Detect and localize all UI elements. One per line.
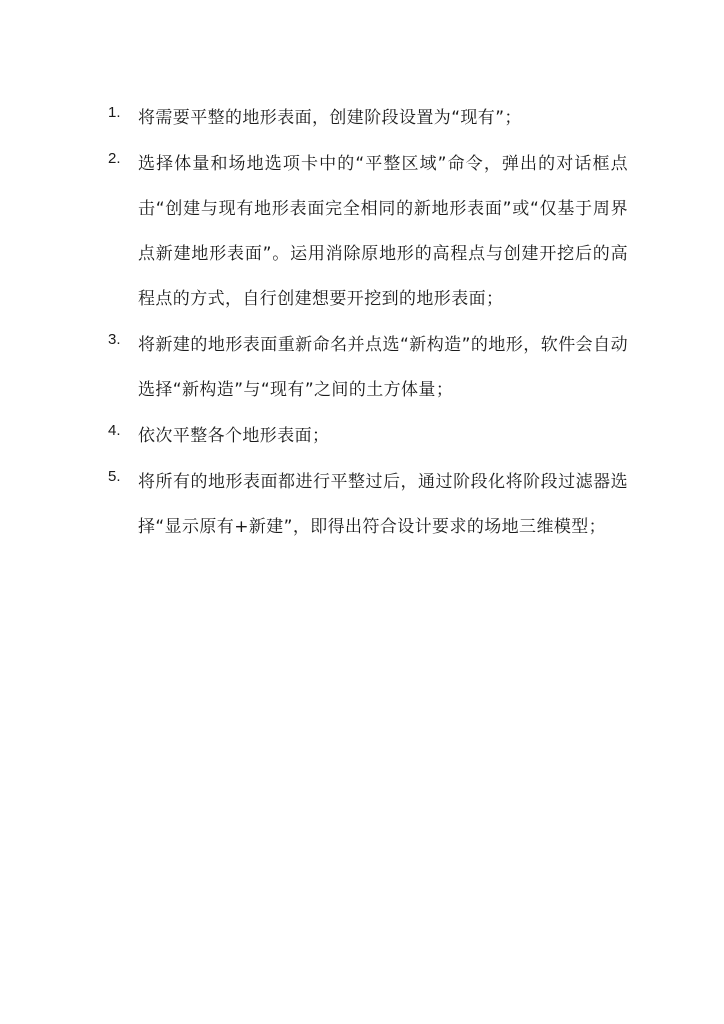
list-item-text: 将需要平整的地形表面，创建阶段设置为“现有”； [138,108,522,128]
list-item-number: 2. [108,150,121,167]
list-item-number: 4. [108,422,121,439]
list-item [108,323,628,413]
list-item [108,460,628,550]
list-item-number: 3. [108,331,121,348]
list-item [108,142,628,322]
list-item-text: 将新建的地形表面重新命名并点选“新构造”的地形，软件会自动选择“新构造”与“现有”之间的土方体量； [138,335,628,400]
instruction-list [108,102,628,557]
list-item-number: 1. [108,104,121,121]
list-item-text: 将所有的地形表面都进行平整过后，通过阶段化将阶段过滤器选择“显示原有+新建”，即得出符合设计要求的场地三维模型； [138,472,628,537]
list-item [108,96,628,141]
list-item [108,414,628,459]
list-item-number: 5. [108,468,121,485]
list-item-text: 依次平整各个地形表面； [138,426,330,446]
list-item-text: 选择体量和场地选项卡中的“平整区域”命令，弹出的对话框点击“创建与现有地形表面完全相同的新地形表面”或“仅基于周界点新建地形表面”。运用消除原地形的高程点与创建开挖后的高程点的方式，自行创建想要开挖到的地形表面； [138,154,628,309]
